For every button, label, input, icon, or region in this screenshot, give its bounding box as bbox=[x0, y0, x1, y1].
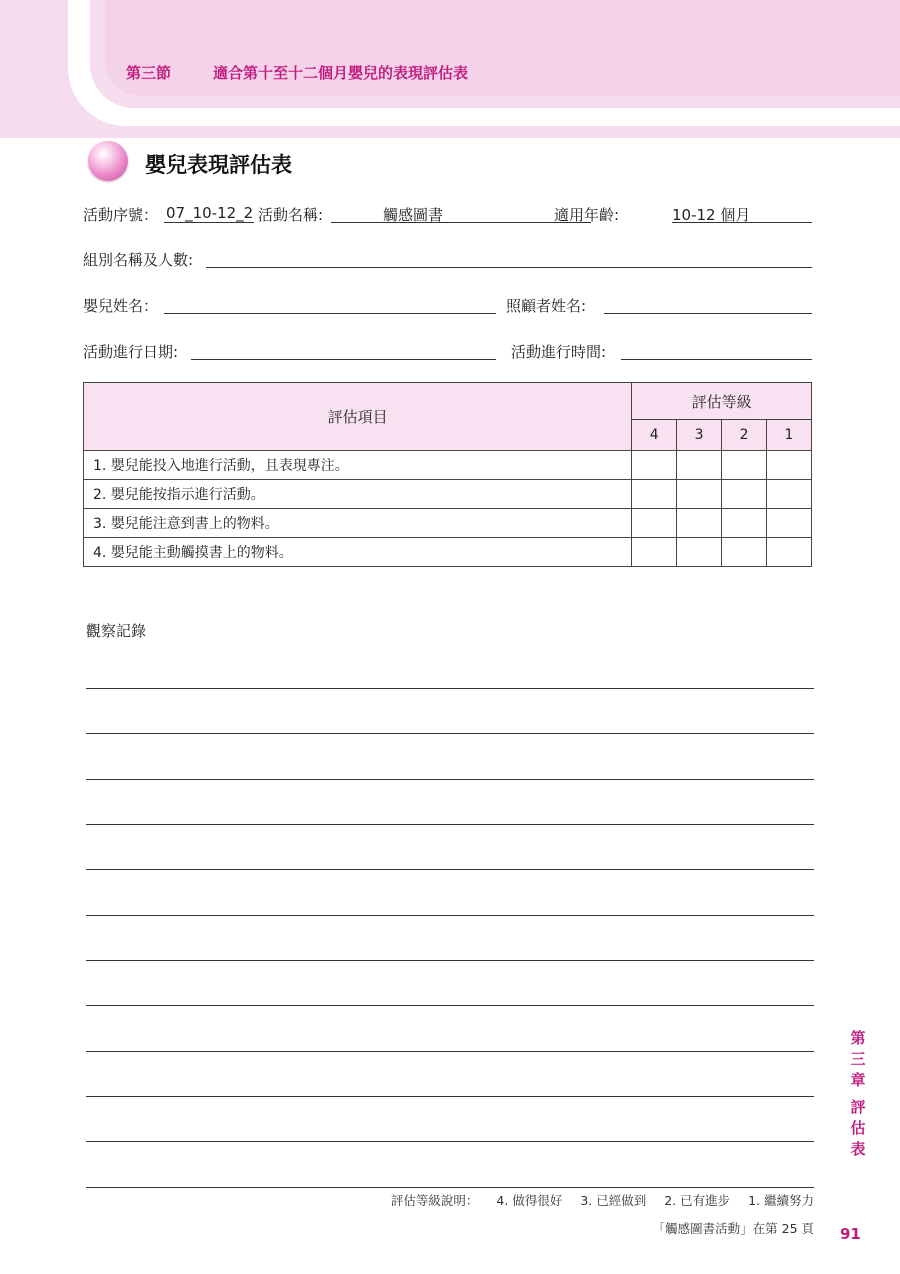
observation-line[interactable] bbox=[86, 1096, 814, 1097]
activity-name-value: 觸感圖書 bbox=[383, 206, 444, 224]
grade-cell[interactable] bbox=[722, 538, 767, 567]
grade-cell[interactable] bbox=[767, 480, 812, 509]
grade-legend bbox=[391, 1191, 814, 1209]
assessment-item: 3. 嬰兒能注意到書上的物料。 bbox=[84, 509, 632, 538]
grade-cell[interactable] bbox=[767, 509, 812, 538]
observation-line[interactable] bbox=[86, 688, 814, 689]
grade-3-header: 3 bbox=[677, 420, 722, 451]
observation-label: 觀察記錄 bbox=[86, 622, 147, 640]
observation-line[interactable] bbox=[86, 960, 814, 961]
observation-line[interactable] bbox=[86, 779, 814, 780]
legend-prefix: 評估等級說明： bbox=[390, 1193, 479, 1208]
grade-cell[interactable] bbox=[767, 451, 812, 480]
item-header: 評估項目 bbox=[84, 383, 632, 451]
grade-cell[interactable] bbox=[677, 480, 722, 509]
baby-name-field[interactable] bbox=[164, 313, 496, 314]
grade-cell[interactable] bbox=[722, 509, 767, 538]
grade-cell[interactable] bbox=[722, 451, 767, 480]
pink-ball-icon bbox=[88, 141, 128, 181]
activity-name-field[interactable] bbox=[331, 222, 591, 223]
grade-cell[interactable] bbox=[632, 451, 677, 480]
date-field[interactable] bbox=[191, 359, 496, 360]
table-row bbox=[84, 451, 812, 480]
grade-cell[interactable] bbox=[677, 538, 722, 567]
section-title: 適合第十至十二個月嬰兒的表現評估表 bbox=[213, 64, 469, 82]
side-tab-topic: 評 估 表 bbox=[850, 1098, 866, 1158]
page-number: 91 bbox=[840, 1225, 861, 1243]
observation-line[interactable] bbox=[86, 1005, 814, 1006]
time-field[interactable] bbox=[621, 359, 812, 360]
assessment-item: 1. 嬰兒能投入地進行活動，且表現專注。 bbox=[84, 451, 632, 480]
activity-name-label: 活動名稱: bbox=[258, 206, 324, 224]
age-value: 10-12 個月 bbox=[672, 206, 751, 224]
form-title: 嬰兒表現評估表 bbox=[145, 153, 292, 177]
group-label: 組別名稱及人數: bbox=[83, 251, 194, 269]
grade-cell[interactable] bbox=[677, 509, 722, 538]
table-row bbox=[84, 538, 812, 567]
activity-no-value: 07_10-12_2 bbox=[166, 204, 254, 222]
table-row bbox=[84, 480, 812, 509]
observation-line[interactable] bbox=[86, 1051, 814, 1052]
carer-name-field[interactable] bbox=[604, 313, 812, 314]
assessment-table bbox=[83, 382, 812, 567]
baby-name-label: 嬰兒姓名： bbox=[83, 297, 159, 315]
grade-cell[interactable] bbox=[767, 538, 812, 567]
grade-cell[interactable] bbox=[632, 509, 677, 538]
grade-header: 評估等級 bbox=[632, 383, 812, 420]
legend-item: 4. 做得很好 bbox=[496, 1193, 563, 1208]
side-tab-chapter: 第 三 章 bbox=[850, 1029, 866, 1089]
activity-no-field[interactable] bbox=[164, 222, 254, 223]
observation-line[interactable] bbox=[86, 1141, 814, 1142]
grade-cell[interactable] bbox=[632, 538, 677, 567]
grade-cell[interactable] bbox=[722, 480, 767, 509]
group-field[interactable] bbox=[206, 267, 812, 268]
grade-1-header: 1 bbox=[767, 420, 812, 451]
observation-line[interactable] bbox=[86, 824, 814, 825]
observation-line[interactable] bbox=[86, 869, 814, 870]
assessment-item: 4. 嬰兒能主動觸摸書上的物料。 bbox=[84, 538, 632, 567]
legend-item: 2. 已有進步 bbox=[664, 1193, 731, 1208]
activity-reference: 「觸感圖書活動」在第 25 頁 bbox=[652, 1221, 814, 1236]
date-label: 活動進行日期: bbox=[83, 343, 179, 361]
section-number: 第三節 bbox=[126, 64, 172, 82]
observation-line[interactable] bbox=[86, 733, 814, 734]
legend-item: 1. 繼續努力 bbox=[748, 1193, 814, 1208]
table-row bbox=[84, 509, 812, 538]
observation-line[interactable] bbox=[86, 1187, 814, 1188]
observation-line[interactable] bbox=[86, 915, 814, 916]
legend-item: 3. 已經做到 bbox=[580, 1193, 647, 1208]
grade-cell[interactable] bbox=[677, 451, 722, 480]
age-label: 適用年齡: bbox=[554, 206, 620, 224]
grade-cell[interactable] bbox=[632, 480, 677, 509]
carer-name-label: 照顧者姓名: bbox=[506, 297, 587, 315]
time-label: 活動進行時間: bbox=[511, 343, 607, 361]
assessment-item: 2. 嬰兒能按指示進行活動。 bbox=[84, 480, 632, 509]
grade-2-header: 2 bbox=[722, 420, 767, 451]
grade-4-header: 4 bbox=[632, 420, 677, 451]
activity-no-label: 活動序號： bbox=[83, 206, 159, 224]
